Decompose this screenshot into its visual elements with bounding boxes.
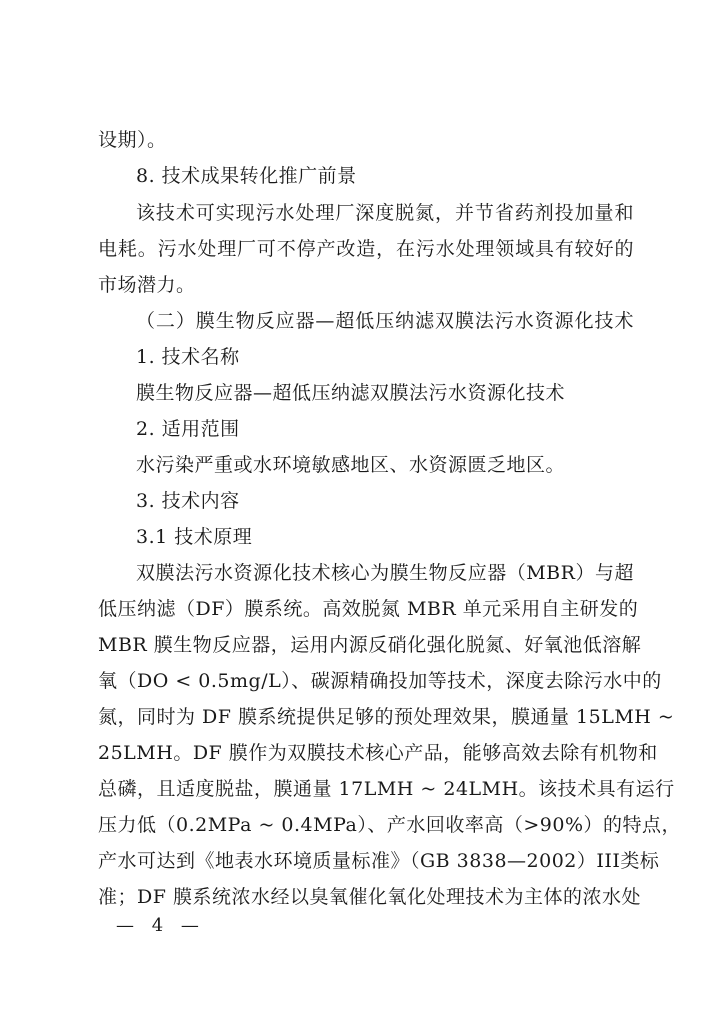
text-line: 压力低（0.2MPa ~ 0.4MPa）、产水回收率高（>90%）的特点， xyxy=(98,814,682,836)
text-line: 双膜法污水资源化技术核心为膜生物反应器（MBR）与超 xyxy=(136,562,634,584)
text-line: 膜生物反应器—超低压纳滤双膜法污水资源化技术 xyxy=(136,382,566,404)
text-line: 总磷，且适度脱盐，膜通量 17LMH ~ 24LMH。该技术具有运行 xyxy=(98,778,675,800)
text-line: 电耗。污水处理厂可不停产改造，在污水处理领域具有较好的 xyxy=(98,238,634,260)
text-line: 准；DF 膜系统浓水经以臭氧催化氧化处理技术为主体的浓水处 xyxy=(98,886,641,908)
section-heading: 2. 适用范围 xyxy=(136,418,240,440)
text-line: MBR 膜生物反应器，运用内源反硝化强化脱氮、好氧池低溶解 xyxy=(98,634,642,656)
section-heading: 1. 技术名称 xyxy=(136,346,240,368)
section-heading: 8. 技术成果转化推广前景 xyxy=(136,165,357,187)
section-heading: （二）膜生物反应器—超低压纳滤双膜法污水资源化技术 xyxy=(136,310,634,332)
text-line: 25LMH。DF 膜作为双膜技术核心产品，能够高效去除有机物和 xyxy=(98,742,658,764)
page-number: — 4 — xyxy=(116,915,205,936)
text-line: 水污染严重或水环境敏感地区、水资源匮乏地区。 xyxy=(136,454,566,476)
text-line: 设期）。 xyxy=(98,129,167,151)
text-line: 该技术可实现污水处理厂深度脱氮，并节省药剂投加量和 xyxy=(136,202,634,224)
text-line: 市场潜力。 xyxy=(98,274,196,296)
text-line: 氧（DO < 0.5mg/L）、碳源精确投加等技术，深度去除污水中的 xyxy=(98,670,662,692)
section-heading: 3. 技术内容 xyxy=(136,490,240,512)
section-heading: 3.1 技术原理 xyxy=(136,526,253,548)
text-line: 氮，同时为 DF 膜系统提供足够的预处理效果，膜通量 15LMH ~ xyxy=(98,706,675,728)
text-line: 产水可达到《地表水环境质量标准》（GB 3838—2002）III类标 xyxy=(98,850,660,872)
text-line: 低压纳滤（DF）膜系统。高效脱氮 MBR 单元采用自主研发的 xyxy=(98,598,639,620)
